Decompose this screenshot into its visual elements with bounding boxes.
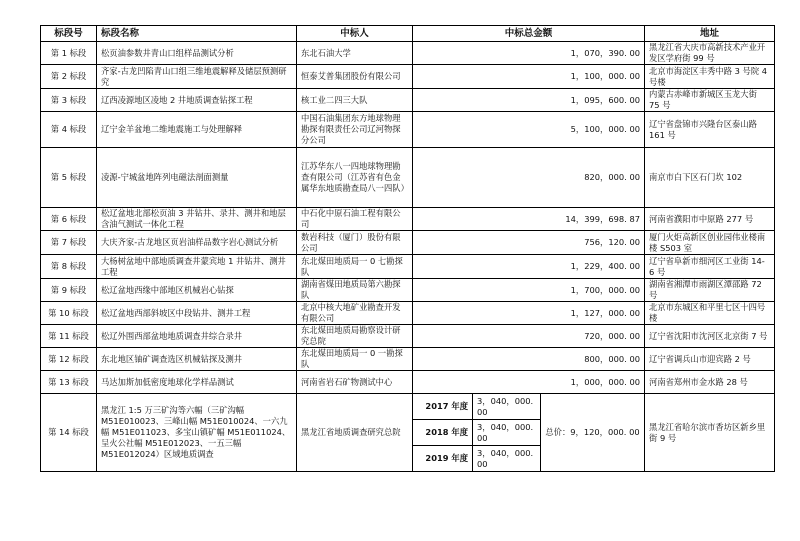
cell-amount: 1，127，000. 00 [413,302,645,325]
table-row [41,65,775,89]
cell-year-label: 2017 年度 [413,394,473,420]
cell-section: 第 1 标段 [41,42,97,65]
cell-section: 第 5 标段 [41,148,97,208]
table-row [41,255,775,279]
cell-amount: 1，100，000. 00 [413,65,645,89]
cell-section: 第 2 标段 [41,65,97,89]
header-section: 标段号 [41,26,97,42]
cell-name: 松页油参数井青山口组样品测试分析 [97,42,297,65]
cell-address: 辽宁省阜新市细河区工业街 14-6 号 [645,255,775,279]
cell-year-amount: 3，040，000. 00 [473,420,541,446]
cell-address: 辽宁省盘锦市兴隆台区泰山路 161 号 [645,112,775,148]
cell-section: 第 8 标段 [41,255,97,279]
table-row [41,112,775,148]
cell-section: 第 9 标段 [41,279,97,302]
header-row [41,26,775,42]
cell-name: 松辽盆地西部斜坡区中段钻井、测井工程 [97,302,297,325]
cell-bidder: 江苏华东八一四地球物理勘查有限公司（江苏省有色金属华东地质勘查局八一四队） [297,148,413,208]
bid-results-table [40,25,775,472]
cell-name: 马达加斯加低密度地球化学样品测试 [97,371,297,394]
cell-bidder: 核工业二四三大队 [297,89,413,112]
cell-amount: 820，000. 00 [413,148,645,208]
cell-bidder: 东北石油大学 [297,42,413,65]
cell-bidder: 数岩科技（厦门）股份有限公司 [297,231,413,255]
table-row-14-year [41,394,775,420]
cell-year-label: 2018 年度 [413,420,473,446]
cell-bidder: 黑龙江省地质调查研究总院 [297,394,413,472]
table-row [41,371,775,394]
table-row [41,348,775,371]
cell-bidder: 东北煤田地质局勘察设计研究总院 [297,325,413,348]
cell-address: 湖南省湘潭市雨湖区潭邵路 72 号 [645,279,775,302]
cell-bidder: 中国石油集团东方地球物理勘探有限责任公司辽河物探分公司 [297,112,413,148]
cell-amount: 800，000. 00 [413,348,645,371]
cell-total: 总价：9，120，000. 00 [541,394,645,472]
cell-bidder: 东北煤田地质局一 0 一勘探队 [297,348,413,371]
table-row [41,208,775,231]
cell-address: 南京市白下区石门坎 102 [645,148,775,208]
table-row [41,89,775,112]
cell-address: 北京市海淀区丰秀中路 3 号院 4 号楼 [645,65,775,89]
cell-name: 齐家-古龙凹陷青山口组三维地震解释及储层预测研究 [97,65,297,89]
cell-name: 松辽外围西部盆地地质调查井综合录井 [97,325,297,348]
cell-section: 第 6 标段 [41,208,97,231]
cell-section: 第 3 标段 [41,89,97,112]
cell-amount: 1，000，000. 00 [413,371,645,394]
cell-amount: 1，700，000. 00 [413,279,645,302]
cell-address: 北京市东城区和平里七区十四号楼 [645,302,775,325]
cell-year-amount: 3，040，000. 00 [473,446,541,472]
cell-name: 大庆齐家-古龙地区页岩油样品数字岩心测试分析 [97,231,297,255]
cell-address: 厦门火炬高新区创业园伟业楼南楼 S503 室 [645,231,775,255]
table-row [41,231,775,255]
cell-address: 辽宁省调兵山市迎宾路 2 号 [645,348,775,371]
header-name: 标段名称 [97,26,297,42]
cell-address: 内蒙古赤峰市新城区玉龙大街 75 号 [645,89,775,112]
cell-bidder: 恒泰艾普集团股份有限公司 [297,65,413,89]
cell-section: 第 4 标段 [41,112,97,148]
cell-amount: 5，100，000. 00 [413,112,645,148]
cell-bidder: 河南省岩石矿物测试中心 [297,371,413,394]
header-amount: 中标总金额 [413,26,645,42]
cell-amount: 1，070，390. 00 [413,42,645,65]
cell-name: 凌源-宁城盆地阵列电磁法剖面测量 [97,148,297,208]
cell-section: 第 12 标段 [41,348,97,371]
cell-year-amount: 3，040，000. 00 [473,394,541,420]
cell-amount: 720，000. 00 [413,325,645,348]
cell-name: 松辽盆地北部松页油 3 井钻井、录井、测井和地层含油气测试一体化工程 [97,208,297,231]
cell-amount: 14，399，698. 87 [413,208,645,231]
cell-name: 东北地区铀矿调查选区机械钻探及测井 [97,348,297,371]
cell-amount: 1，229，400. 00 [413,255,645,279]
cell-address: 黑龙江省哈尔滨市香坊区新乡里街 9 号 [645,394,775,472]
cell-amount: 756，120. 00 [413,231,645,255]
cell-section: 第 14 标段 [41,394,97,472]
cell-name: 辽西凌源地区凌地 2 井地质调查钻探工程 [97,89,297,112]
cell-address: 辽宁省沈阳市沈河区北京街 7 号 [645,325,775,348]
cell-name: 黑龙江 1:5 万三矿沟等六幅（三矿沟幅 M51E010023、三峰山幅 M51E010024、一六九幅 M51E011023、多宝山镇矿幅 M51E011024、呈火公社幅 M51E012023、一五三幅 M51E012024）区域地质调查 [97,394,297,472]
cell-bidder: 东北煤田地质局一 0 七勘探队 [297,255,413,279]
bid-results-table-wrapper [40,25,775,472]
header-address: 地址 [645,26,775,42]
cell-address: 河南省濮阳市中原路 277 号 [645,208,775,231]
cell-address: 河南省郑州市金水路 28 号 [645,371,775,394]
cell-name: 大杨树盆地中部地质调查井蒙宾地 1 井钻井、测井工程 [97,255,297,279]
cell-section: 第 10 标段 [41,302,97,325]
cell-bidder: 湖南省煤田地质局第六勘探队 [297,279,413,302]
table-row [41,302,775,325]
cell-name: 辽宁金羊盆地二维地震施工与处理解释 [97,112,297,148]
cell-section: 第 11 标段 [41,325,97,348]
cell-amount: 1，095，600. 00 [413,89,645,112]
table-row [41,148,775,208]
cell-year-label: 2019 年度 [413,446,473,472]
cell-section: 第 13 标段 [41,371,97,394]
cell-bidder: 中石化中原石油工程有限公司 [297,208,413,231]
table-row [41,42,775,65]
cell-section: 第 7 标段 [41,231,97,255]
cell-name: 松辽盆地西缘中部地区机械岩心钻探 [97,279,297,302]
cell-address: 黑龙江省大庆市高新技术产业开发区学府街 99 号 [645,42,775,65]
header-bidder: 中标人 [297,26,413,42]
table-row [41,325,775,348]
table-row [41,279,775,302]
cell-bidder: 北京中核大地矿业勘查开发有限公司 [297,302,413,325]
